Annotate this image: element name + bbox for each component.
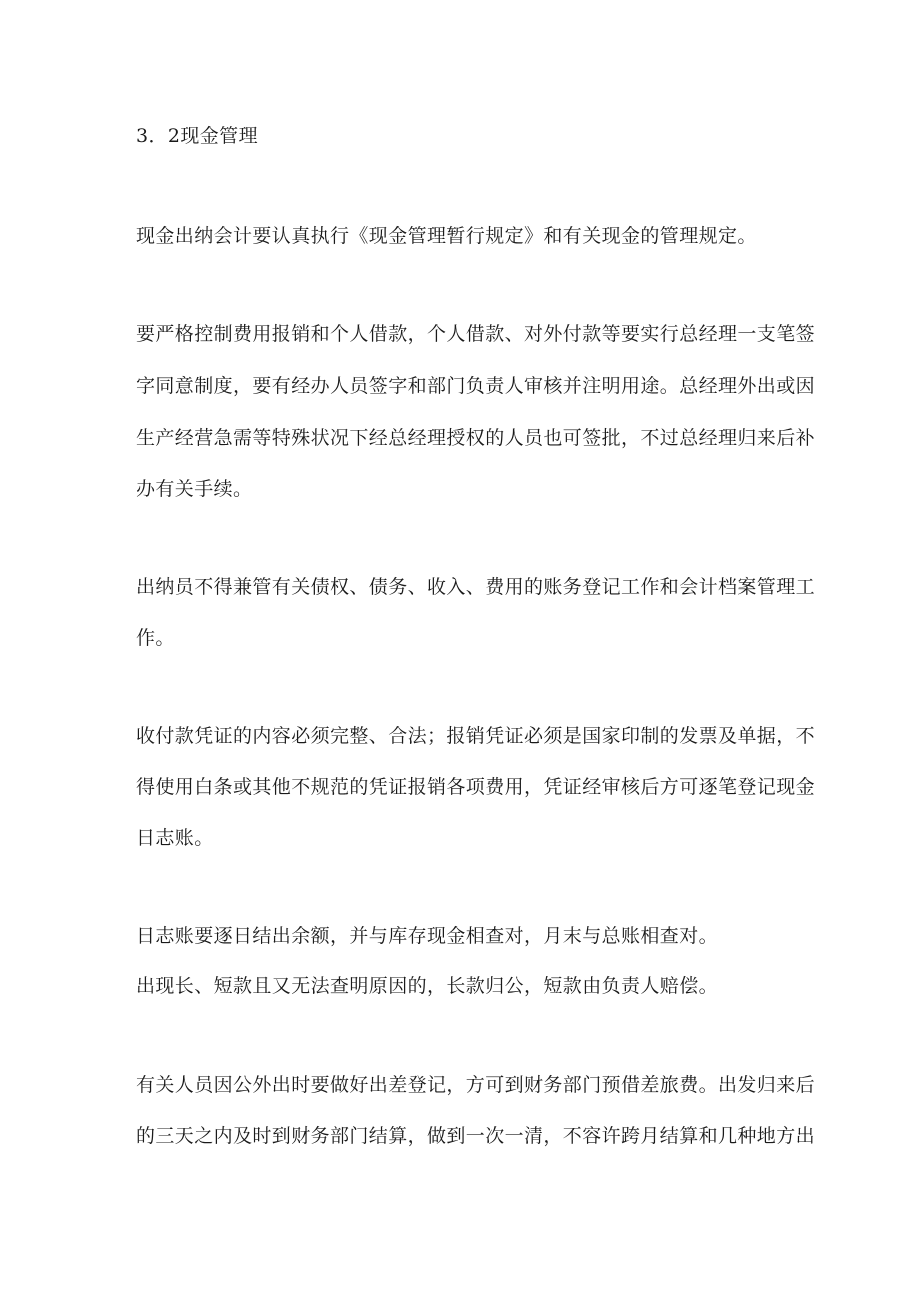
paragraph-line: 生产经营急需等特殊状况下经总经理授权的人员也可签批，不过总经理归来后补 (136, 427, 816, 449)
paragraph-line: 收付款凭证的内容必须完整、合法；报销凭证必须是国家印制的发票及单据，不 (136, 725, 816, 747)
paragraph-line: 字同意制度，要有经办人员签字和部门负责人审核并注明用途。总经理外出或因 (136, 375, 816, 397)
section-heading: 3．2现金管理 (136, 125, 258, 147)
paragraph-line: 出纳员不得兼管有关债权、债务、收入、费用的账务登记工作和会计档案管理工 (136, 576, 816, 598)
paragraph-line: 作。 (136, 627, 175, 649)
paragraph-line: 要严格控制费用报销和个人借款，个人借款、对外付款等要实行总经理一支笔签 (136, 323, 816, 345)
paragraph-line: 日志账要逐日结出余额，并与库存现金相查对，月末与总账相查对。 (136, 925, 719, 947)
paragraph-line: 现金出纳会计要认真执行《现金管理暂行规定》和有关现金的管理规定。 (136, 225, 757, 247)
paragraph-line: 得使用白条或其他不规范的凭证报销各项费用，凭证经审核后方可逐笔登记现金 (136, 776, 816, 798)
paragraph-line: 办有关手续。 (136, 478, 253, 500)
paragraph-line: 有关人员因公外出时要做好出差登记，方可到财务部门预借差旅费。出发归来后 (136, 1074, 816, 1096)
paragraph-line: 出现长、短款且又无法查明原因的，长款归公，短款由负责人赔偿。 (136, 975, 719, 997)
paragraph-line: 的三天之内及时到财务部门结算，做到一次一清，不容许跨月结算和几种地方出 (136, 1125, 816, 1147)
paragraph-line: 日志账。 (136, 827, 214, 849)
